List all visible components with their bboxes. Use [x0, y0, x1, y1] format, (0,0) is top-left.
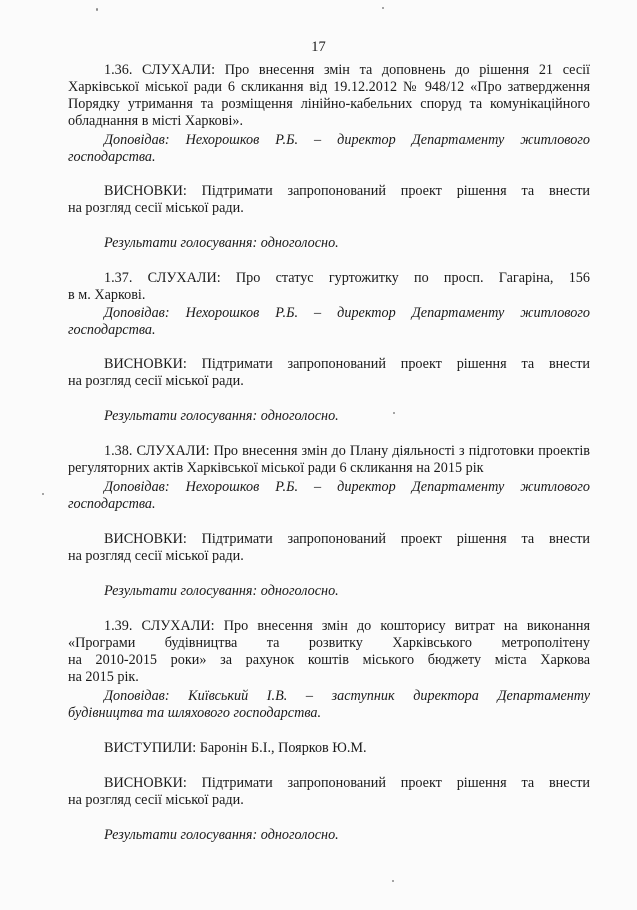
- item-1-39-conclusion: [68, 775, 590, 809]
- heard-line: на 2010-2015 роки» за рахунок коштів міського бюджету міста Харкова: [68, 652, 590, 668]
- item-1-38-vote: Результати голосування: одноголосно.: [104, 583, 339, 599]
- heard-line: в м. Харкові.: [68, 287, 146, 303]
- scan-speck: [42, 493, 44, 495]
- speaker-line: господарства.: [68, 496, 156, 512]
- speaker-line: Доповідав: Нехорошков Р.Б. – директор Департаменту житлового: [104, 305, 590, 321]
- item-1-38-conclusion: [68, 531, 590, 565]
- item-1-39-heard: [68, 618, 590, 686]
- item-1-37-vote: Результати голосування: одноголосно.: [104, 408, 339, 424]
- heard-line: на 2015 рік.: [68, 669, 139, 685]
- item-1-39-vote: Результати голосування: одноголосно.: [104, 827, 339, 843]
- item-1-39-speaker: [68, 688, 590, 722]
- item-1-37-speaker: [68, 305, 590, 339]
- item-1-36-heard: [68, 62, 590, 130]
- item-1-37-heard: [68, 270, 590, 304]
- scan-speck: [96, 8, 98, 11]
- conclusion-line: ВИСНОВКИ: Підтримати запропонований проект рішення та внести: [104, 531, 590, 547]
- item-1-36-speaker: [68, 132, 590, 166]
- heard-line: обладнання в місті Харкові».: [68, 113, 244, 129]
- heard-line: 1.38. СЛУХАЛИ: Про внесення змін до Плану діяльності з підготовки проектів: [104, 443, 590, 459]
- speaker-line: господарства.: [68, 322, 156, 338]
- conclusion-line: ВИСНОВКИ: Підтримати запропонований проект рішення та внести: [104, 356, 590, 372]
- item-1-39-spoke: ВИСТУПИЛИ: Баронін Б.І., Поярков Ю.М.: [104, 740, 367, 756]
- speaker-line: Доповідав: Київський І.В. – заступник директора Департаменту: [104, 688, 590, 704]
- speaker-line: Доповідав: Нехорошков Р.Б. – директор Департаменту житлового: [104, 132, 590, 148]
- heard-line: регуляторних актів Харківської міської ради 6 скликання на 2015 рік: [68, 460, 484, 476]
- conclusion-line: на розгляд сесії міської ради.: [68, 373, 244, 389]
- page-number: 17: [311, 39, 326, 55]
- conclusion-line: на розгляд сесії міської ради.: [68, 792, 244, 808]
- scan-speck: [392, 880, 394, 882]
- heard-line: «Програми будівництва та розвитку Харківського метрополітену: [68, 635, 590, 651]
- heard-line: 1.39. СЛУХАЛИ: Про внесення змін до кошторису витрат на виконання: [104, 618, 590, 634]
- conclusion-line: на розгляд сесії міської ради.: [68, 548, 244, 564]
- item-1-37-conclusion: [68, 356, 590, 390]
- speaker-line: будівництва та шляхового господарства.: [68, 705, 322, 721]
- conclusion-line: на розгляд сесії міської ради.: [68, 200, 244, 216]
- heard-line: 1.37. СЛУХАЛИ: Про статус гуртожитку по просп. Гагаріна, 156: [104, 270, 590, 286]
- heard-line: Харківської міської ради 6 скликання від 19.12.2012 № 948/12 «Про затвердження: [68, 79, 590, 95]
- scan-speck: [382, 7, 384, 9]
- item-1-36-conclusion: [68, 183, 590, 217]
- speaker-line: господарства.: [68, 149, 156, 165]
- item-1-38-heard: [68, 443, 590, 477]
- speaker-line: Доповідав: Нехорошков Р.Б. – директор Департаменту житлового: [104, 479, 590, 495]
- item-1-36-vote: Результати голосування: одноголосно.: [104, 235, 339, 251]
- item-1-38-speaker: [68, 479, 590, 513]
- conclusion-line: ВИСНОВКИ: Підтримати запропонований проект рішення та внести: [104, 183, 590, 199]
- scan-speck: [393, 412, 395, 414]
- heard-line: Порядку утримання та розміщення лінійно-кабельних споруд та комунікаційного: [68, 96, 590, 112]
- conclusion-line: ВИСНОВКИ: Підтримати запропонований проект рішення та внести: [104, 775, 590, 791]
- heard-line: 1.36. СЛУХАЛИ: Про внесення змін та доповнень до рішення 21 сесії: [104, 62, 590, 78]
